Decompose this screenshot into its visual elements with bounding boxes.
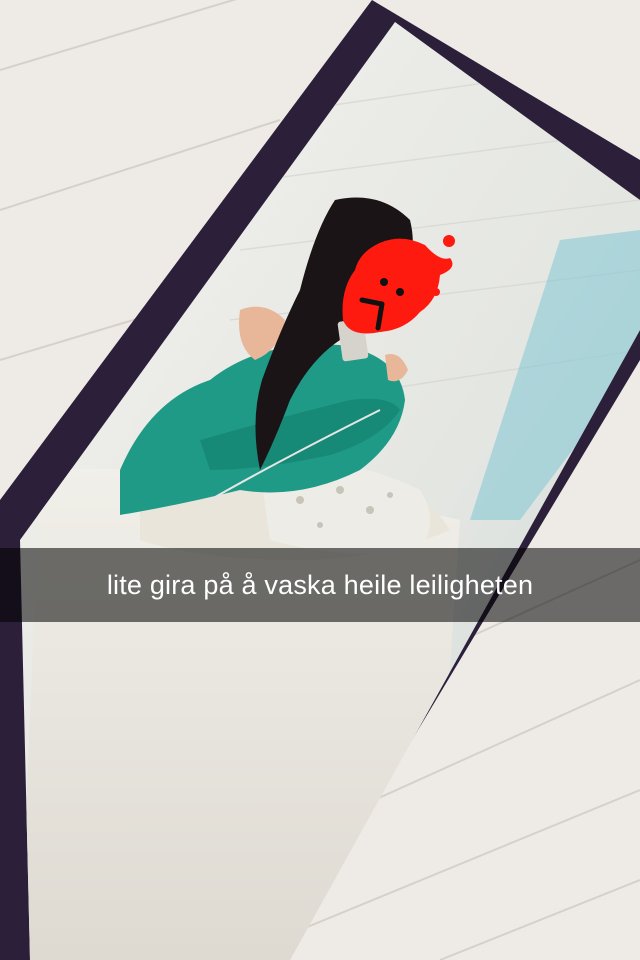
snap-caption-text: lite gira på å vaska heile leiligheten [106, 569, 534, 600]
snap-caption-bar [0, 548, 640, 622]
